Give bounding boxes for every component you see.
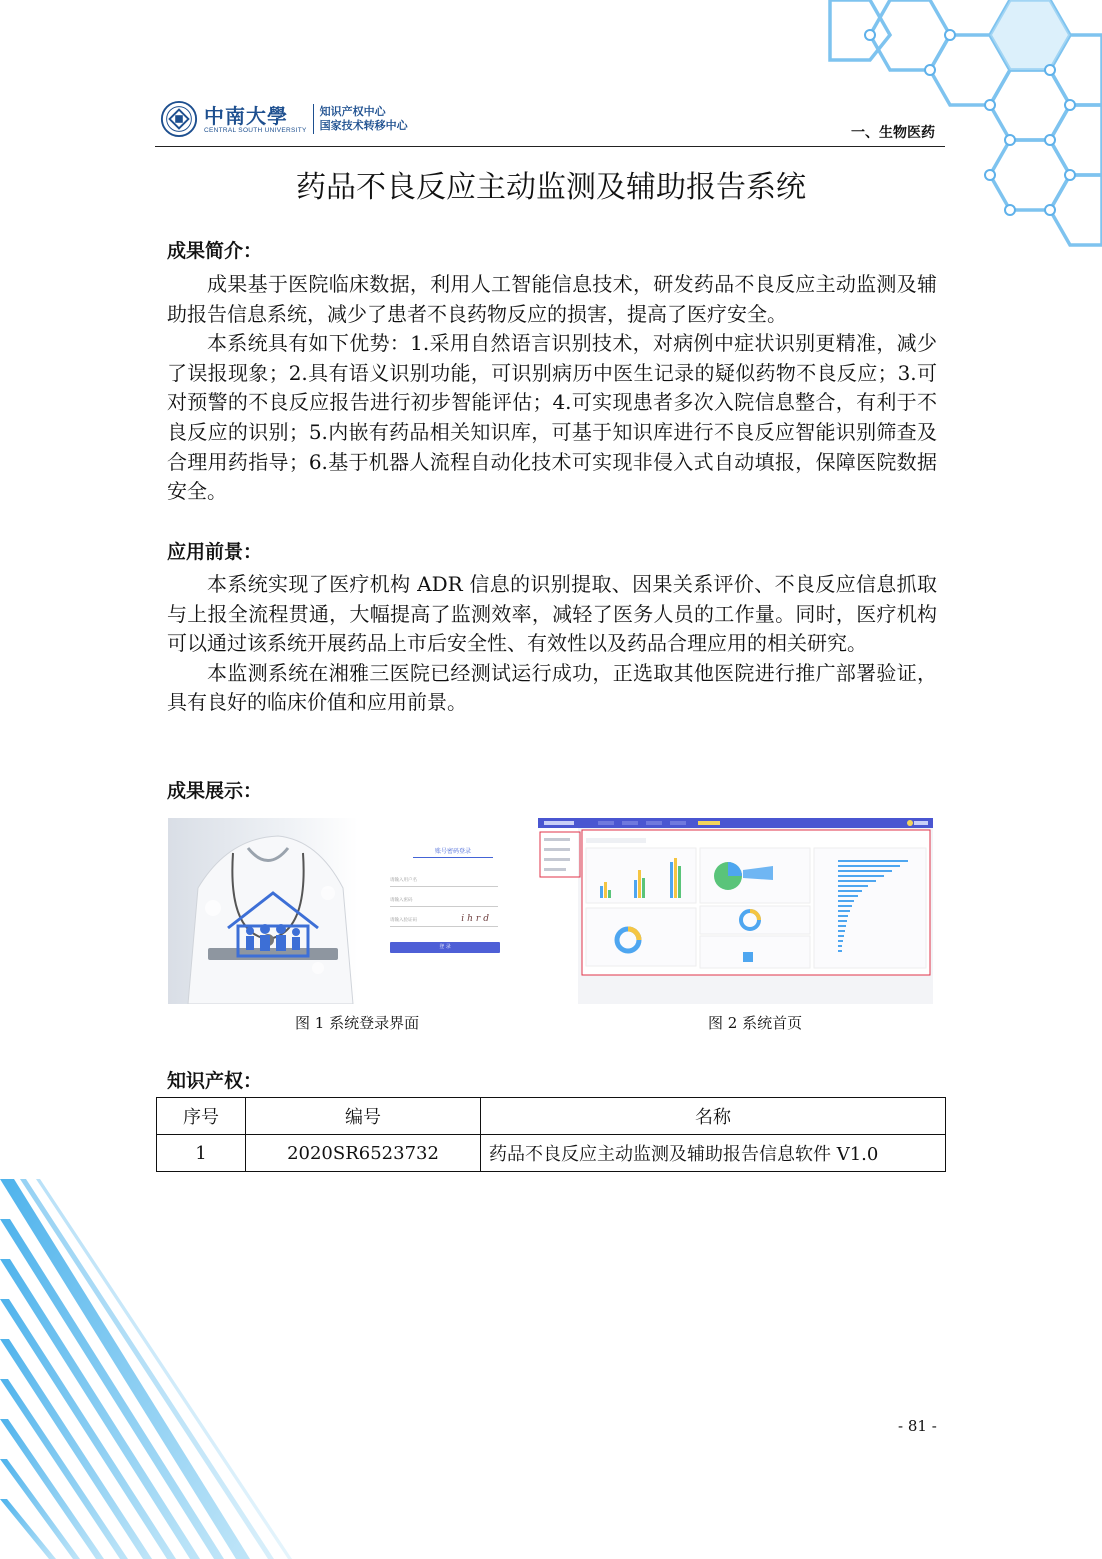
university-seal-icon bbox=[160, 100, 198, 138]
logo-english: CENTRAL SOUTH UNIVERSITY bbox=[204, 126, 307, 134]
intro-text bbox=[167, 270, 937, 507]
prospect-paragraph-1: 本系统实现了医疗机构 ADR 信息的识别提取、因果关系评价、不良反应信息抓取与上报全流程贯通，大幅提高了监测效率，减轻了医务人员的工作量。同时，医疗机构可以通过该系统开展药品上市后安全性、有效性以及药品合理应用的相关研究。 bbox=[167, 572, 937, 656]
page-header bbox=[155, 96, 945, 147]
homepage-screenshot bbox=[538, 818, 933, 1004]
intro-paragraph-2: 本系统具有如下优势：1.采用自然语言识别技术，对病例中症状识别更精准，减少了误报现象；2.具有语义识别功能，可识别病历中医生记录的疑似药物不良反应；3.可对预警的不良反应报告进行初步智能评估；4.可实现患者多次入院信息整合，有利于不良反应的识别；5.内嵌有药品相关知识库，可基于知识库进行不良反应智能识别筛查及合理用药指导；6.基于机器人流程自动化技术可实现非侵入式自动填报，保障医院数据安全。 bbox=[167, 331, 937, 504]
cell-index: 1 bbox=[157, 1135, 246, 1172]
login-form-title: 账号密码登录 bbox=[413, 846, 493, 858]
username-input[interactable] bbox=[390, 876, 498, 887]
captcha-placeholder: 请输入验证码 bbox=[390, 918, 417, 923]
cell-number: 2020SR6523732 bbox=[246, 1135, 481, 1172]
section-tag: 一、生物医药 bbox=[851, 125, 935, 141]
prospect-text bbox=[167, 570, 937, 718]
prospect-paragraph-2: 本监测系统在湘雅三医院已经测试运行成功，正选取其他医院进行推广部署验证，具有良好的临床价值和应用前景。 bbox=[167, 660, 937, 715]
table-header-row bbox=[157, 1098, 946, 1135]
password-placeholder: 请输入密码 bbox=[390, 898, 413, 903]
ip-heading: 知识产权： bbox=[167, 1070, 263, 1092]
intro-paragraph-1: 成果基于医院临床数据，利用人工智能信息技术，研发药品不良反应主动监测及辅助报告信息系统，减少了患者不良药物反应的损害，提高了医疗安全。 bbox=[167, 272, 937, 326]
showcase-heading: 成果展示： bbox=[167, 780, 263, 802]
cell-name: 药品不良反应主动监测及辅助报告信息软件 V1.0 bbox=[481, 1135, 946, 1172]
username-placeholder: 请输入用户名 bbox=[390, 878, 417, 883]
university-logo bbox=[160, 100, 408, 138]
prospect-heading: 应用前景： bbox=[167, 541, 263, 563]
intro-heading: 成果简介： bbox=[167, 240, 263, 262]
caption-homepage: 图 2 系统首页 bbox=[708, 1014, 803, 1032]
login-screenshot bbox=[168, 818, 538, 1004]
column-header-name: 名称 bbox=[481, 1098, 946, 1135]
dashboard-thumbnail bbox=[538, 818, 933, 1004]
showcase-images bbox=[168, 818, 933, 1004]
login-button[interactable]: 登 录 bbox=[390, 942, 500, 953]
column-header-index: 序号 bbox=[157, 1098, 246, 1135]
org-line-2: 国家技术转移中心 bbox=[319, 119, 408, 132]
column-header-number: 编号 bbox=[246, 1098, 481, 1135]
hexagon-decoration bbox=[772, 0, 1102, 300]
logo-name: 中南大學 bbox=[204, 103, 288, 128]
logo-divider bbox=[313, 104, 314, 134]
stripe-decoration bbox=[0, 1179, 300, 1559]
table-row bbox=[157, 1135, 946, 1172]
page-title: 药品不良反应主动监测及辅助报告系统 bbox=[296, 170, 806, 205]
org-line-1: 知识产权中心 bbox=[319, 105, 386, 118]
page-number: - 81 - bbox=[898, 1417, 937, 1435]
captcha-input[interactable] bbox=[390, 916, 498, 927]
caption-login: 图 1 系统登录界面 bbox=[295, 1014, 420, 1032]
password-input[interactable] bbox=[390, 896, 498, 907]
captcha-image[interactable]: ihrd bbox=[461, 914, 492, 924]
ip-table bbox=[156, 1097, 946, 1172]
